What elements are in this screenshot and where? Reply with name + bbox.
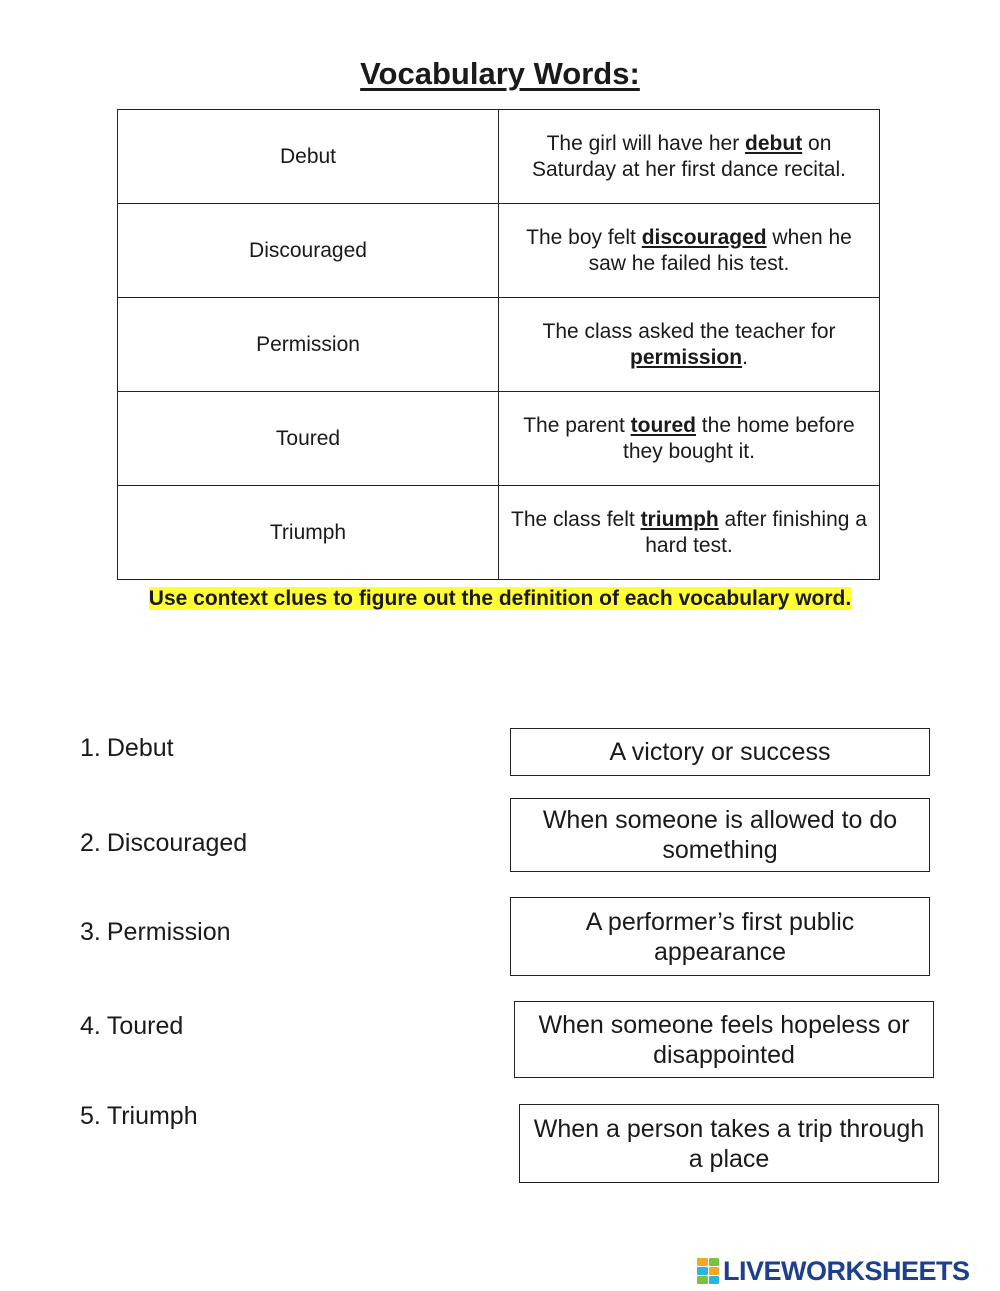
definition-box[interactable]: When someone feels hopeless or disappointed <box>514 1001 934 1078</box>
page-title: Vocabulary Words: <box>360 56 640 91</box>
keyword: debut <box>745 131 803 155</box>
question-item: 3. Permission <box>80 918 231 946</box>
keyword: discouraged <box>641 225 767 249</box>
definition-box[interactable]: A victory or success <box>510 728 930 776</box>
table-row <box>118 486 880 580</box>
vocab-word-cell: Debut <box>118 110 499 204</box>
example-sentence-cell: The boy felt discouraged when he saw he failed his test. <box>499 204 880 298</box>
vocabulary-table <box>117 109 880 580</box>
definition-box[interactable]: When a person takes a trip through a place <box>519 1104 939 1183</box>
vocab-word-cell: Discouraged <box>118 204 499 298</box>
example-sentence-cell: The parent toured the home before they bought it. <box>499 392 880 486</box>
liveworksheets-logo-icon <box>697 1258 719 1284</box>
table-row <box>118 298 880 392</box>
liveworksheets-logo <box>697 1256 970 1286</box>
vocab-word-cell: Toured <box>118 392 499 486</box>
table-row <box>118 392 880 486</box>
question-item: 1. Debut <box>80 734 174 762</box>
table-row <box>118 204 880 298</box>
definition-box[interactable]: When someone is allowed to do something <box>510 798 930 872</box>
question-item: 4. Toured <box>80 1012 184 1040</box>
keyword: toured <box>630 413 696 437</box>
keyword: triumph <box>640 507 719 531</box>
vocab-word-cell: Triumph <box>118 486 499 580</box>
example-sentence-cell: The girl will have her debut on Saturday at her first dance recital. <box>499 110 880 204</box>
question-item: 5. Triumph <box>80 1102 198 1130</box>
example-sentence-cell: The class asked the teacher for permission. <box>499 298 880 392</box>
keyword: permission <box>630 345 743 369</box>
question-item: 2. Discouraged <box>80 829 248 857</box>
table-row <box>118 110 880 204</box>
example-sentence-cell: The class felt triumph after finishing a hard test. <box>499 486 880 580</box>
logo-text: LIVEWORKSHEETS <box>723 1255 970 1286</box>
instruction-text: Use context clues to figure out the definition of each vocabulary word. <box>148 587 852 610</box>
definition-box[interactable]: A performer’s first public appearance <box>510 897 930 976</box>
vocab-word-cell: Permission <box>118 298 499 392</box>
